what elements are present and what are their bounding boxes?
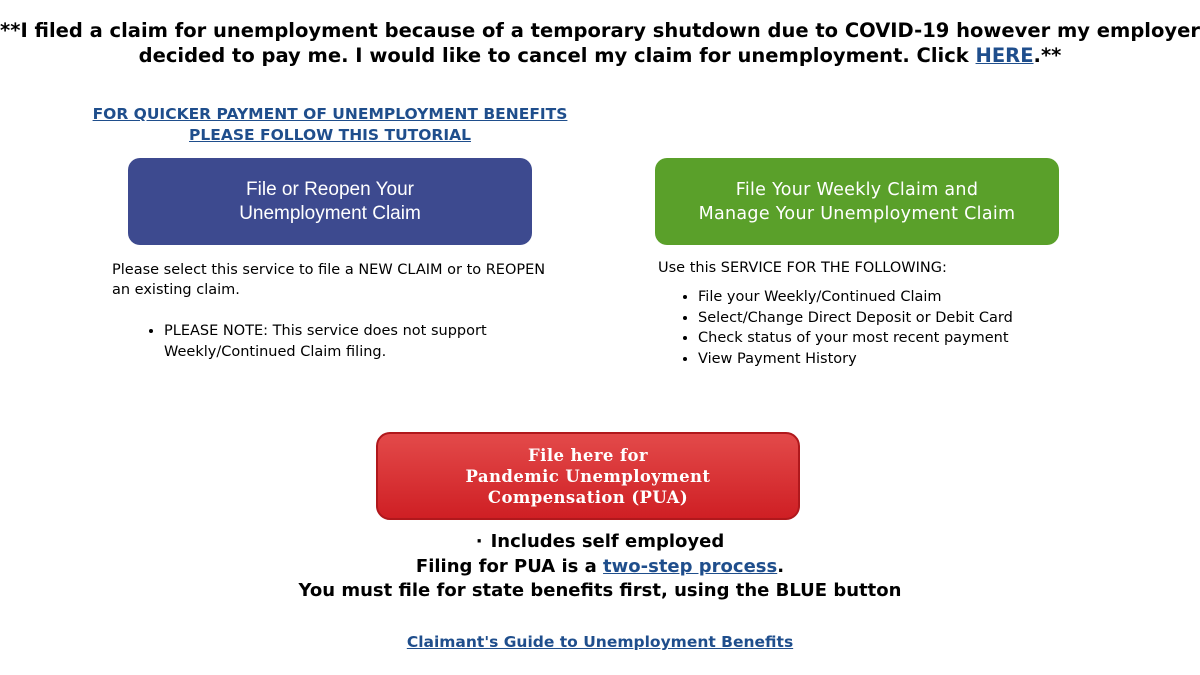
tutorial-link[interactable] — [40, 104, 620, 146]
pua-filing-row — [0, 555, 1200, 580]
two-step-process-link[interactable]: two-step process — [603, 555, 778, 577]
pua-filing-text: Filing for PUA is a — [415, 555, 604, 577]
weekly-claim-service-item: • File your Weekly/Continued Claim — [698, 287, 1138, 308]
weekly-claim-service-item: • Select/Change Direct Deposit or Debit Card — [698, 308, 1138, 329]
bullet-dot: · — [475, 531, 483, 552]
weekly-claim-service-item: • Check status of your most recent payment — [698, 328, 1138, 349]
file-reopen-claim-label-1: File or Reopen Your — [246, 178, 414, 200]
weekly-claim-description: Use this SERVICE FOR THE FOLLOWING: — [658, 260, 947, 276]
guide-link-container — [0, 632, 1200, 653]
tutorial-link-line2: PLEASE FOLLOW THIS TUTORIAL — [189, 126, 471, 144]
pua-button-label-3: Compensation (PUA) — [487, 487, 689, 507]
file-claim-notes — [146, 321, 584, 362]
file-reopen-claim-button[interactable] — [128, 158, 532, 245]
weekly-claim-button[interactable] — [655, 158, 1059, 245]
weekly-claim-service-item: • View Payment History — [698, 349, 1138, 370]
notice-text: **I filed a claim for unemployment because of a temporary shutdown due to COVID-19 however my employer decided to pay me. I would like to cancel my claim for unemployment. Click — [0, 19, 1200, 67]
file-reopen-claim-label-2: Unemployment Claim — [239, 202, 421, 224]
weekly-claim-label-2: Manage Your Unemployment Claim — [698, 203, 1016, 224]
pua-filing-text-end: . — [777, 555, 785, 577]
cancel-claim-link[interactable]: HERE — [975, 44, 1034, 67]
pua-button-label-1: File here for — [528, 445, 648, 465]
weekly-claim-services-list — [680, 287, 1138, 369]
claimants-guide-link[interactable]: Claimant's Guide to Unemployment Benefits — [406, 633, 794, 651]
notice-text-end: .** — [1033, 44, 1062, 67]
pua-includes-row — [0, 530, 1200, 555]
weekly-claim-label-1: File Your Weekly Claim and — [735, 179, 979, 200]
covid-cancel-notice — [0, 18, 1200, 68]
pua-file-button[interactable] — [376, 432, 800, 520]
file-claim-note: • PLEASE NOTE: This service does not support Weekly/Continued Claim filing. — [164, 321, 584, 362]
file-claim-description: Please select this service to file a NEW CLAIM or to REOPEN an existing claim. — [112, 262, 546, 298]
pua-includes-text: Includes self employed — [490, 531, 725, 552]
tutorial-link-line1: FOR QUICKER PAYMENT OF UNEMPLOYMENT BENEFITS — [92, 105, 568, 123]
pua-info — [0, 530, 1200, 604]
pua-button-label-2: Pandemic Unemployment — [465, 466, 711, 486]
pua-must-file-row: You must file for state benefits first, using the BLUE button — [298, 580, 902, 601]
